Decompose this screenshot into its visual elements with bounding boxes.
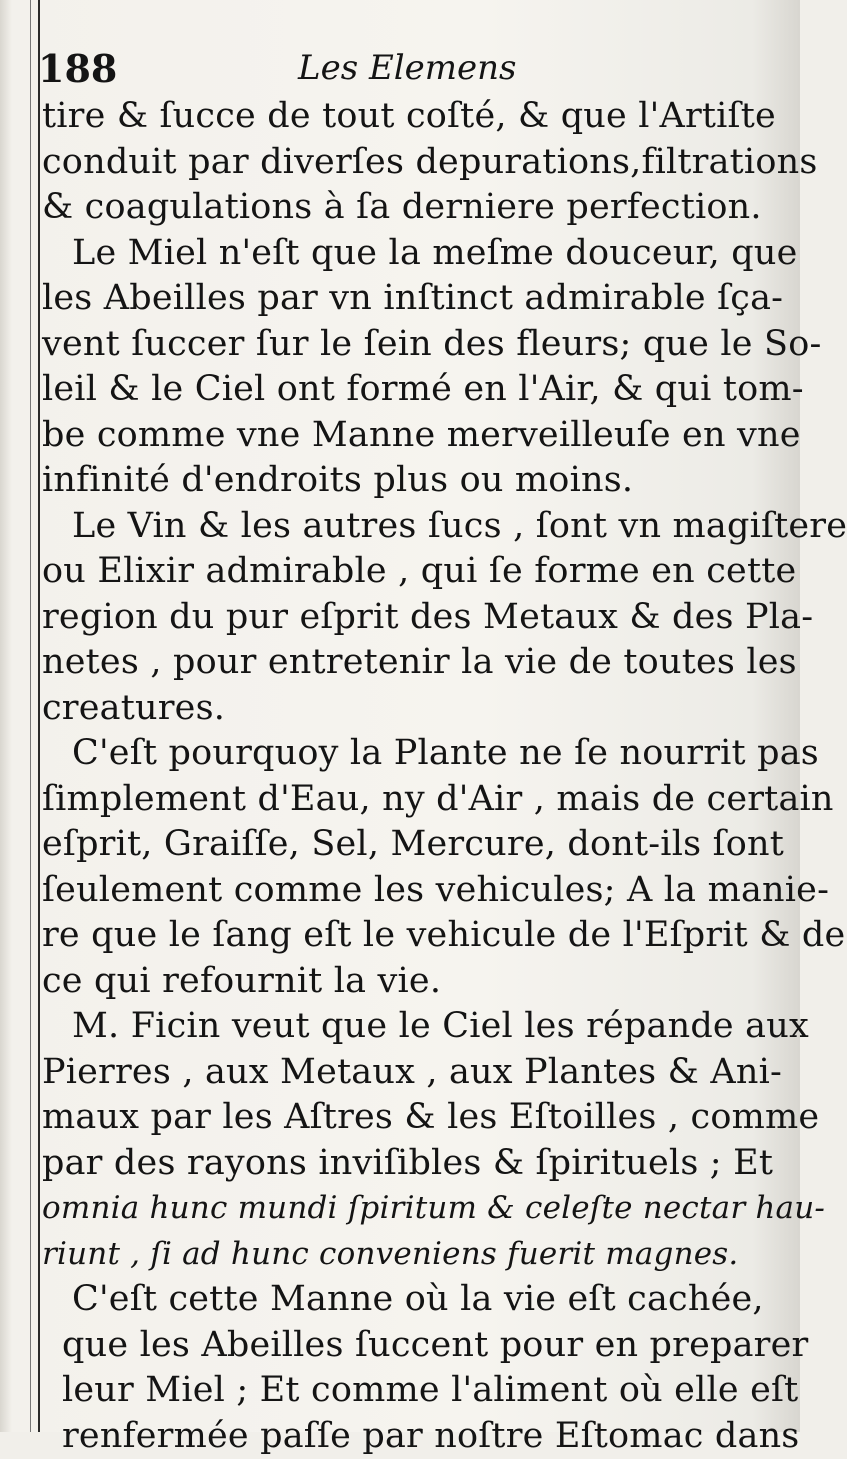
text-line: netes , pour entretenir la vie de toutes les xyxy=(42,640,768,686)
text-line: leil & le Ciel ont formé en l'Air, & qui tom- xyxy=(42,367,768,413)
gutter-edge xyxy=(38,0,40,1432)
latin-quote-line: riunt , ſi ad hunc conveniens fuerit magnes. xyxy=(42,1232,768,1278)
paragraph-start-line: C'eſt pourquoy la Plante ne ſe nourrit pas xyxy=(42,731,768,777)
paragraph-start-line: Le Miel n'eſt que la meſme douceur, que xyxy=(42,231,768,277)
text-line: renfermée paſſe par noſtre Eſtomac dans xyxy=(42,1414,768,1459)
text-line: conduit par diverſes depurations,filtrations xyxy=(42,140,768,186)
text-line: les Abeilles par vn inſtinct admirable ſça- xyxy=(42,276,768,322)
running-title: Les Elemens xyxy=(298,48,516,88)
page-number: 188 xyxy=(38,46,117,91)
text-line: creatures. xyxy=(42,686,768,732)
latin-quote-line: omnia hunc mundi ſpiritum & celeſte nectar hau- xyxy=(42,1186,768,1232)
text-line: leur Miel ; Et comme l'aliment où elle eſt xyxy=(42,1368,768,1414)
gutter-shadow xyxy=(30,0,31,1432)
text-line: ce qui refournit la vie. xyxy=(42,959,768,1005)
text-line: tire & ſucce de tout coſté, & que l'Artiſte xyxy=(42,94,768,140)
body-text xyxy=(42,94,768,1459)
text-line: maux par les Aſtres & les Eſtoilles , comme xyxy=(42,1095,768,1141)
page-header xyxy=(36,44,766,90)
text-line: que les Abeilles ſuccent pour en preparer xyxy=(42,1323,768,1369)
text-line: ou Elixir admirable , qui ſe forme en cette xyxy=(42,549,768,595)
text-line: infinité d'endroits plus ou moins. xyxy=(42,458,768,504)
text-line: par des rayons inviſibles & ſpirituels ; Et xyxy=(42,1141,768,1187)
text-line: vent ſuccer ſur le ſein des fleurs; que le So- xyxy=(42,322,768,368)
text-line: ſimplement d'Eau, ny d'Air , mais de certain xyxy=(42,777,768,823)
paragraph-start-line: Le Vin & les autres ſucs , ſont vn magiſtere xyxy=(42,504,768,550)
text-line: re que le ſang eſt le vehicule de l'Eſprit & de xyxy=(42,913,768,959)
paragraph-start-line: C'eſt cette Manne où la vie eſt cachée, xyxy=(42,1277,768,1323)
text-line: Pierres , aux Metaux , aux Plantes & Ani- xyxy=(42,1050,768,1096)
text-line: region du pur eſprit des Metaux & des Pla- xyxy=(42,595,768,641)
text-line: & coagulations à ſa derniere perfection. xyxy=(42,185,768,231)
text-line: be comme vne Manne merveilleuſe en vne xyxy=(42,413,768,459)
text-line: ſeulement comme les vehicules; A la manie- xyxy=(42,868,768,914)
text-line: eſprit, Graiſſe, Sel, Mercure, dont-ils ſont xyxy=(42,822,768,868)
paragraph-start-line: M. Ficin veut que le Ciel les répande aux xyxy=(42,1004,768,1050)
